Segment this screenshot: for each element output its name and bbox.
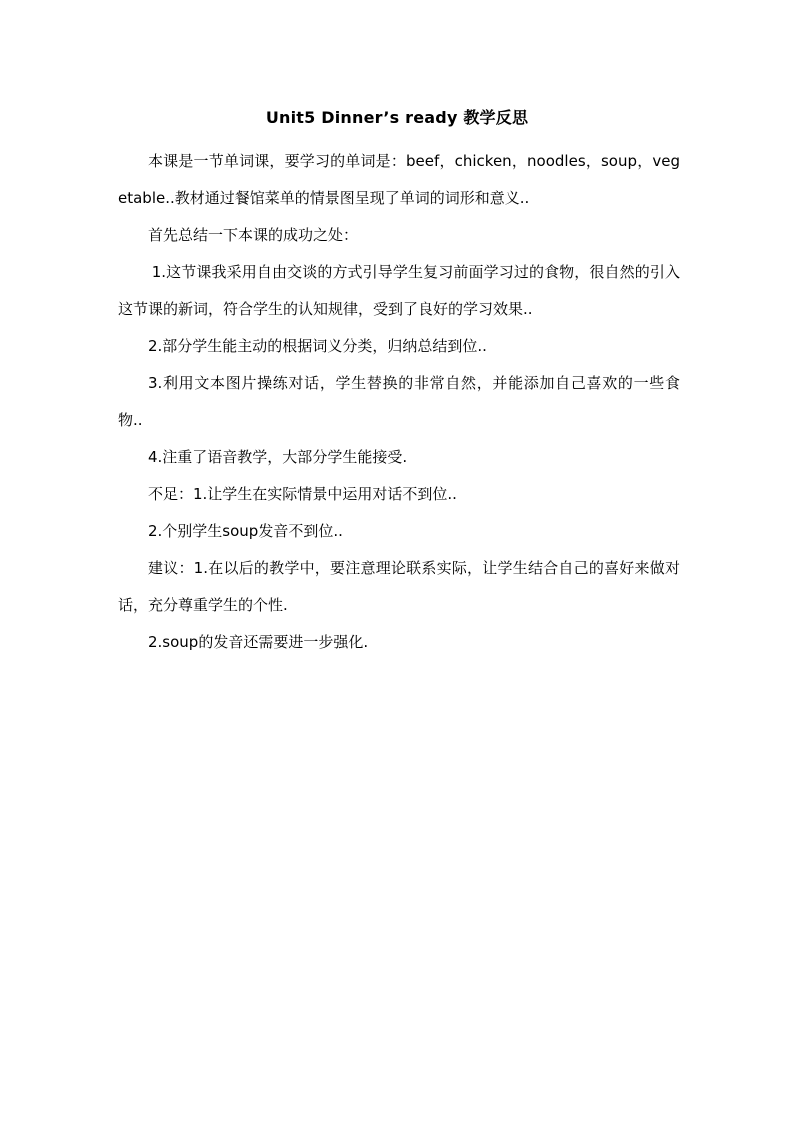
- paragraph-shortcoming-2: 2.个别学生soup发音不到位..: [148, 522, 343, 540]
- paragraph-suggestion-1: 建议：1.在以后的教学中，要注意理论联系实际，让学生结合自己的喜好来做对话，充分尊重学生的个性.: [118, 559, 680, 614]
- paragraph-suggestion-2: 2.soup的发音还需要进一步强化.: [148, 633, 369, 651]
- paragraph-success-4: 4.注重了语音教学，大部分学生能接受.: [148, 448, 408, 466]
- paragraph-shortcoming-1: 不足：1.让学生在实际情景中运用对话不到位..: [148, 485, 457, 503]
- paragraph-success-1: 1.这节课我采用自由交谈的方式引导学生复习前面学习过的食物，很自然的引入这节课的新词，符合学生的认知规律，受到了良好的学习效果..: [118, 263, 680, 318]
- paragraph-success-heading: 首先总结一下本课的成功之处：: [148, 226, 359, 244]
- paragraph-success-3: 3.利用文本图片操练对话，学生替换的非常自然，并能添加自己喜欢的一些食物..: [118, 374, 680, 429]
- paragraph-intro: 本课是一节单词课，要学习的单词是：beef，chicken，noodles，soup，vegetable..教材通过餐馆菜单的情景图呈现了单词的词形和意义..: [118, 152, 680, 207]
- paragraph-success-2: 2.部分学生能主动的根据词义分类，归纳总结到位..: [148, 337, 487, 355]
- document-body: [118, 143, 680, 661]
- document-title: Unit5 Dinner’s ready 教学反思: [265, 108, 529, 127]
